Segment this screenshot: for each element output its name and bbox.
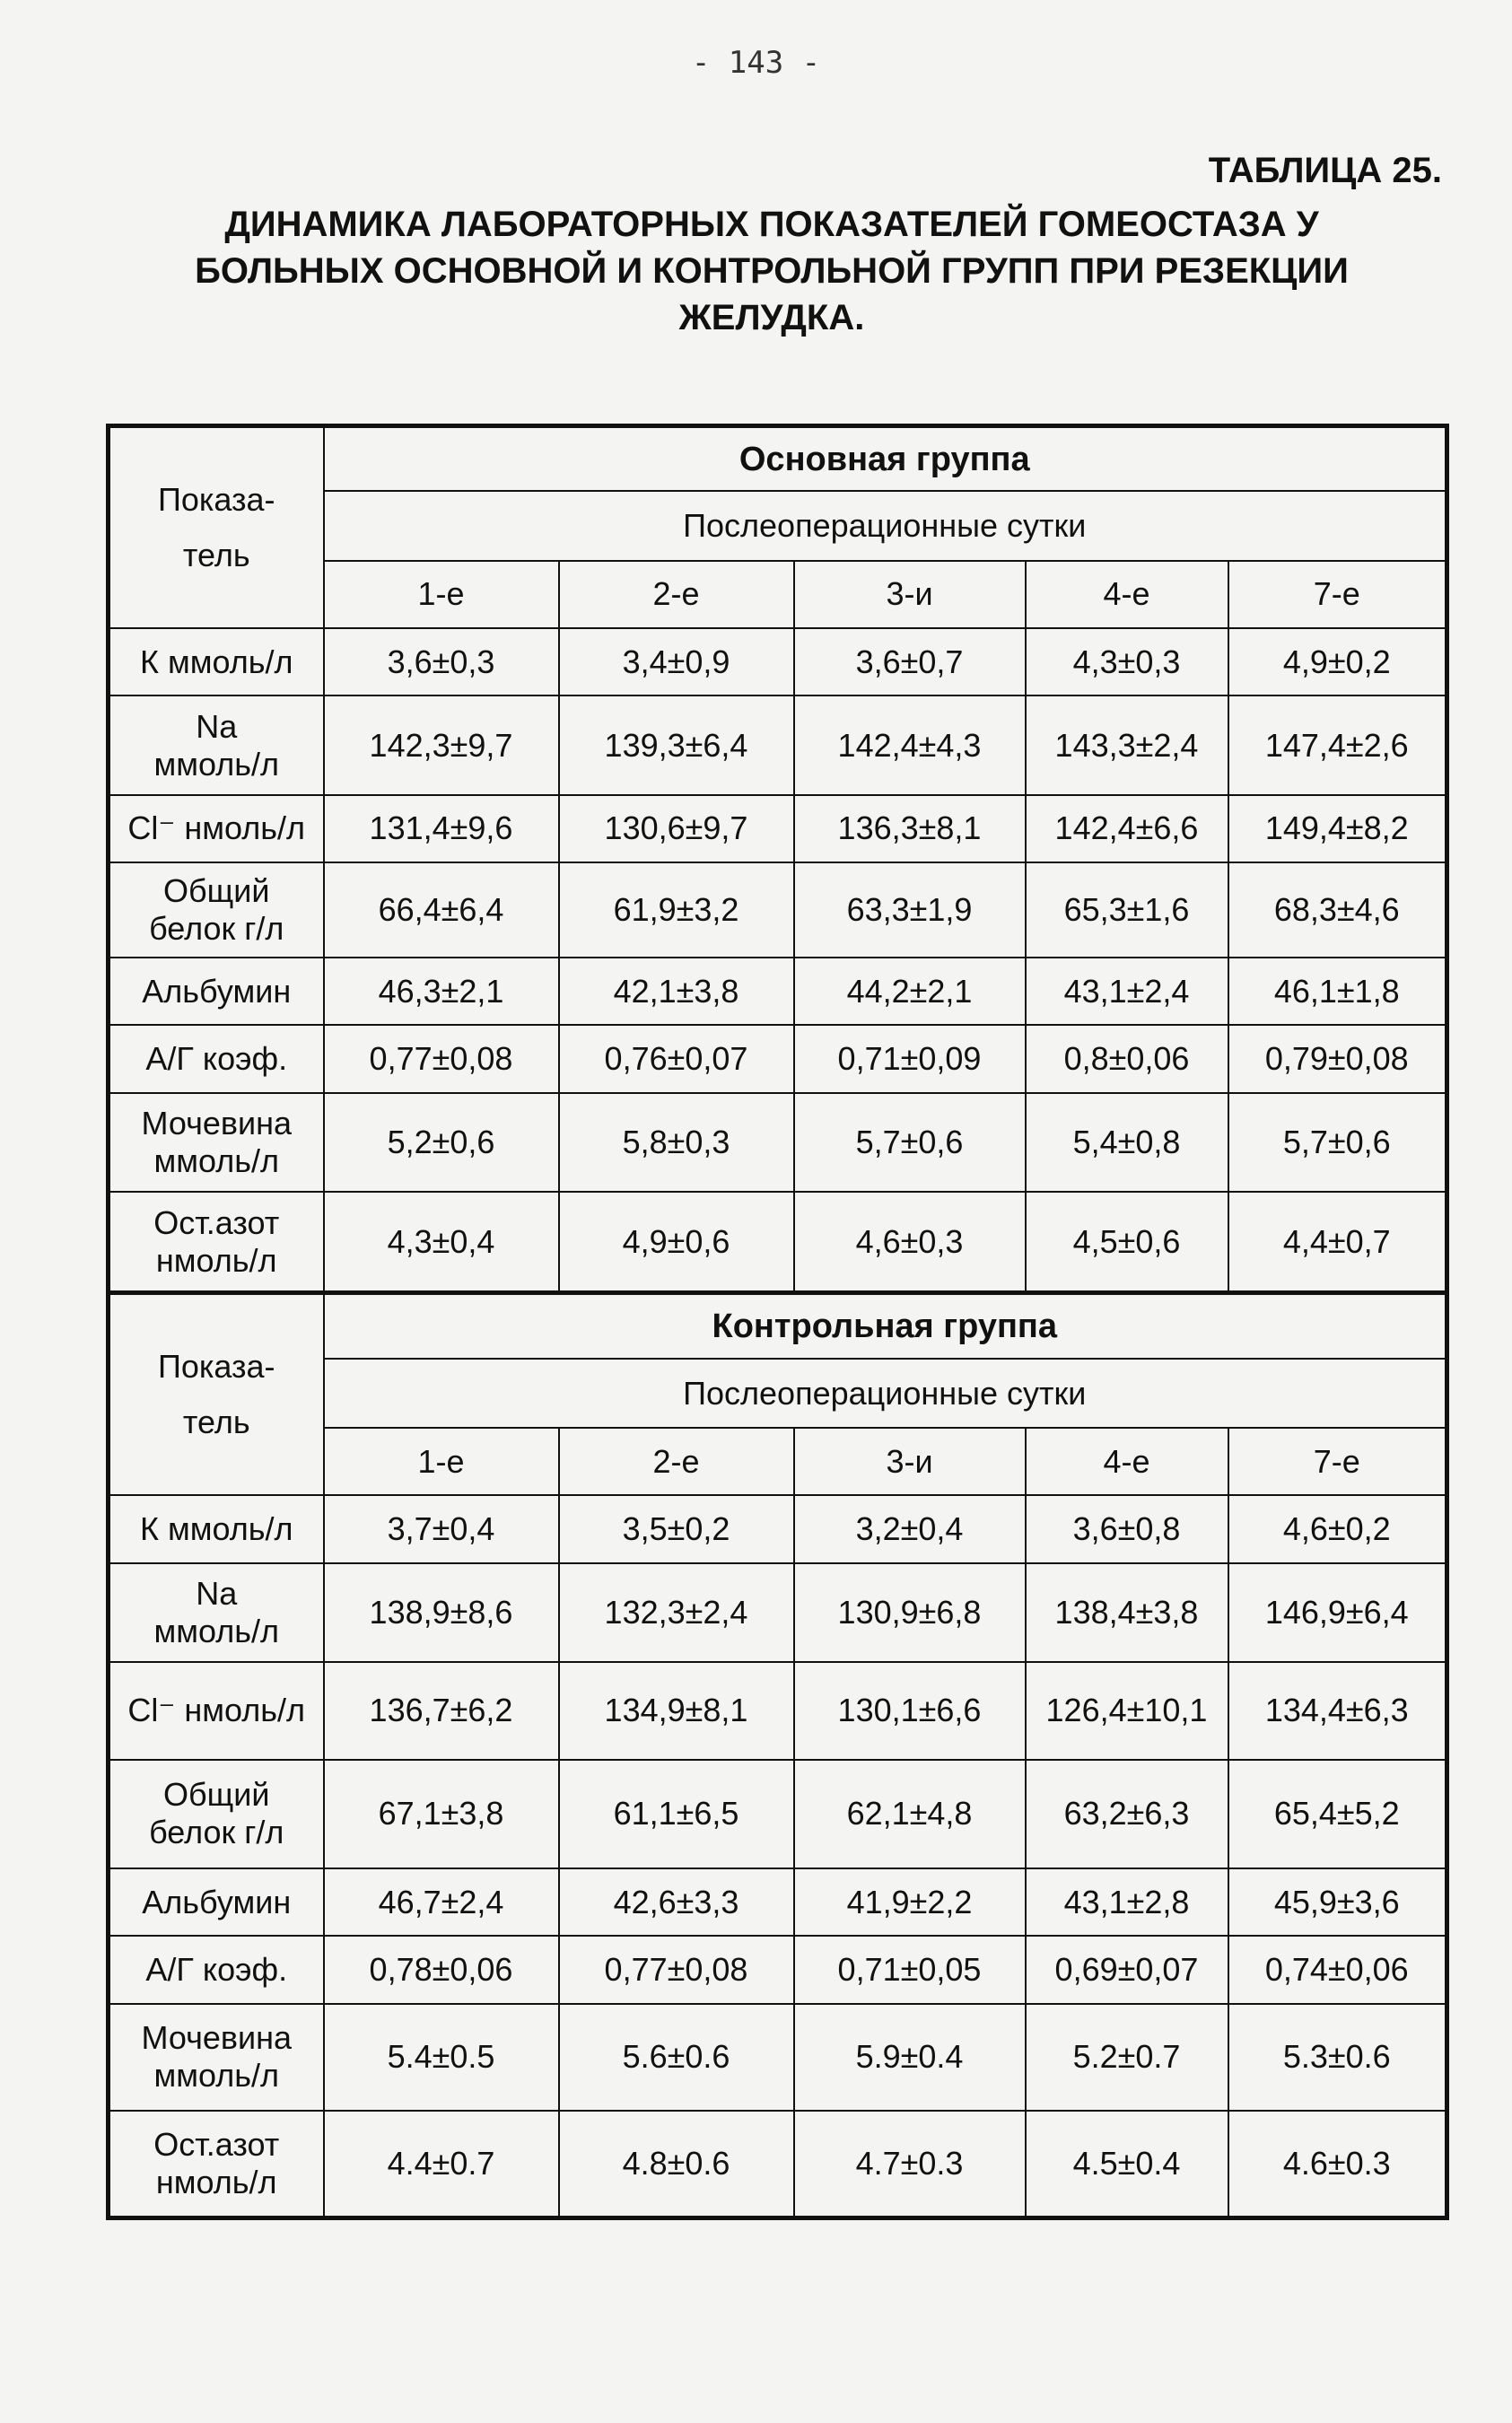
value-cell: 3,4±0,9 [559, 628, 794, 695]
table-row [109, 1192, 1447, 1293]
table-row [109, 1093, 1447, 1193]
value-cell: 130,1±6,6 [794, 1662, 1026, 1759]
value-cell: 0,77±0,08 [559, 1936, 794, 2003]
value-cell: 5.4±0.5 [324, 2004, 559, 2111]
group-title: Контрольная группа [324, 1293, 1447, 1359]
value-cell: 65,3±1,6 [1026, 862, 1228, 958]
day-column-header: 1-е [324, 561, 559, 628]
indicator-label-line: К ммоль/л [140, 1509, 293, 1547]
value-cell: 61,9±3,2 [559, 862, 794, 958]
indicator-label [109, 1563, 324, 1663]
value-cell: 5.3±0.6 [1228, 2004, 1447, 2111]
indicator-label-line: белок г/л [149, 910, 284, 948]
value-cell: 42,1±3,8 [559, 958, 794, 1025]
table-row [109, 1563, 1447, 1663]
day-column-header: 4-е [1026, 1428, 1228, 1495]
value-cell: 4.4±0.7 [324, 2111, 559, 2218]
indicator-label [109, 2004, 324, 2111]
value-cell: 138,9±8,6 [324, 1563, 559, 1663]
indicator-label-line: ммоль/л [153, 1142, 279, 1179]
value-cell: 134,4±6,3 [1228, 1662, 1447, 1759]
value-cell: 0,79±0,08 [1228, 1025, 1447, 1092]
indicator-label-line: Ост.азот [153, 1203, 280, 1241]
indicator-label-line: нмоль/л [155, 2163, 277, 2200]
indicator-label [109, 1192, 324, 1293]
group-header-row [109, 1293, 1447, 1359]
indicator-label [109, 1760, 324, 1869]
value-cell: 3,6±0,3 [324, 628, 559, 695]
table-row [109, 795, 1447, 862]
table-row [109, 1760, 1447, 1869]
indicator-label-line: ммоль/л [153, 1612, 279, 1649]
value-cell: 4,4±0,7 [1228, 1192, 1447, 1293]
value-cell: 4.8±0.6 [559, 2111, 794, 2218]
value-cell: 65,4±5,2 [1228, 1760, 1447, 1869]
indicator-label-line: ммоль/л [153, 2057, 279, 2095]
table-title-line: БОЛЬНЫХ ОСНОВНОЙ И КОНТРОЛЬНОЙ ГРУПП ПРИ РЕЗЕКЦИИ [195, 251, 1349, 291]
indicator-label-line: А/Г коэф. [145, 1950, 288, 1988]
value-cell: 4,3±0,3 [1026, 628, 1228, 695]
value-cell: 4,6±0,2 [1228, 1495, 1447, 1562]
value-cell: 138,4±3,8 [1026, 1563, 1228, 1663]
indicator-label [109, 1936, 324, 2003]
indicator-label [109, 1093, 324, 1193]
value-cell: 42,6±3,3 [559, 1868, 794, 1936]
indicator-label [109, 1495, 324, 1562]
table-row [109, 695, 1447, 795]
value-cell: 4,3±0,4 [324, 1192, 559, 1293]
value-cell: 143,3±2,4 [1026, 695, 1228, 795]
value-cell: 68,3±4,6 [1228, 862, 1447, 958]
day-column-header: 1-е [324, 1428, 559, 1495]
value-cell: 4,9±0,2 [1228, 628, 1447, 695]
value-cell: 3,6±0,7 [794, 628, 1026, 695]
value-cell: 67,1±3,8 [324, 1760, 559, 1869]
value-cell: 46,1±1,8 [1228, 958, 1447, 1025]
value-cell: 142,4±6,6 [1026, 795, 1228, 862]
value-cell: 139,3±6,4 [559, 695, 794, 795]
homeostasis-table [106, 424, 1449, 2220]
indicator-label [109, 695, 324, 795]
indicator-header-line: Показа- [157, 1348, 275, 1386]
indicator-label-line: Na [196, 707, 238, 745]
value-cell: 5,8±0,3 [559, 1093, 794, 1193]
table-number: ТАБЛИЦА 25. [1208, 151, 1442, 190]
value-cell: 5.6±0.6 [559, 2004, 794, 2111]
value-cell: 0,71±0,05 [794, 1936, 1026, 2003]
day-column-header: 7-е [1228, 561, 1447, 628]
value-cell: 0,69±0,07 [1026, 1936, 1228, 2003]
value-cell: 131,4±9,6 [324, 795, 559, 862]
indicator-header-line: Показа- [157, 481, 275, 519]
value-cell: 149,4±8,2 [1228, 795, 1447, 862]
value-cell: 43,1±2,8 [1026, 1868, 1228, 1936]
value-cell: 3,2±0,4 [794, 1495, 1026, 1562]
indicator-label-line: Na [196, 1574, 238, 1612]
value-cell: 5.9±0.4 [794, 2004, 1026, 2111]
group-subtitle: Послеоперационные сутки [324, 1359, 1447, 1428]
value-cell: 63,3±1,9 [794, 862, 1026, 958]
indicator-label-line: Мочевина [141, 2019, 293, 2057]
day-column-header: 7-е [1228, 1428, 1447, 1495]
indicator-label-line: Мочевина [141, 1104, 293, 1142]
indicator-label-line: Cl⁻ нмоль/л [127, 1692, 306, 1729]
value-cell: 0,8±0,06 [1026, 1025, 1228, 1092]
value-cell: 126,4±10,1 [1026, 1662, 1228, 1759]
indicator-label [109, 1662, 324, 1759]
indicator-label-line: белок г/л [149, 1814, 284, 1851]
value-cell: 142,3±9,7 [324, 695, 559, 795]
value-cell: 0,77±0,08 [324, 1025, 559, 1092]
day-column-header: 2-е [559, 1428, 794, 1495]
indicator-column-header [109, 426, 324, 629]
table-row [109, 1495, 1447, 1562]
value-cell: 130,6±9,7 [559, 795, 794, 862]
value-cell: 4,5±0,6 [1026, 1192, 1228, 1293]
table-row [109, 958, 1447, 1025]
indicator-label-line: Общий [163, 1776, 270, 1814]
value-cell: 134,9±8,1 [559, 1662, 794, 1759]
day-column-header: 4-е [1026, 561, 1228, 628]
value-cell: 61,1±6,5 [559, 1760, 794, 1869]
table-row [109, 1868, 1447, 1936]
value-cell: 5,7±0,6 [794, 1093, 1026, 1193]
indicator-label [109, 1025, 324, 1092]
value-cell: 147,4±2,6 [1228, 695, 1447, 795]
group-title: Основная группа [324, 426, 1447, 492]
value-cell: 66,4±6,4 [324, 862, 559, 958]
value-cell: 5,2±0,6 [324, 1093, 559, 1193]
value-cell: 3,6±0,8 [1026, 1495, 1228, 1562]
value-cell: 63,2±6,3 [1026, 1760, 1228, 1869]
table-row [109, 1025, 1447, 1092]
value-cell: 146,9±6,4 [1228, 1563, 1447, 1663]
indicator-label [109, 795, 324, 862]
indicator-label-line: нмоль/л [155, 1241, 277, 1279]
table-row [109, 1662, 1447, 1759]
indicator-column-header [109, 1293, 324, 1496]
indicator-label [109, 862, 324, 958]
value-cell: 4.5±0.4 [1026, 2111, 1228, 2218]
indicator-label [109, 1868, 324, 1936]
value-cell: 5,4±0,8 [1026, 1093, 1228, 1193]
value-cell: 0,76±0,07 [559, 1025, 794, 1092]
value-cell: 46,3±2,1 [324, 958, 559, 1025]
indicator-label [109, 2111, 324, 2218]
value-cell: 5,7±0,6 [1228, 1093, 1447, 1193]
value-cell: 4.7±0.3 [794, 2111, 1026, 2218]
indicator-label [109, 958, 324, 1025]
indicator-label-line: Cl⁻ нмоль/л [127, 809, 306, 847]
group-subtitle: Послеоперационные сутки [324, 491, 1447, 560]
value-cell: 3,7±0,4 [324, 1495, 559, 1562]
value-cell: 132,3±2,4 [559, 1563, 794, 1663]
value-cell: 136,3±8,1 [794, 795, 1026, 862]
page-number: - 143 - [691, 45, 821, 81]
group-header-row [109, 426, 1447, 492]
table-title-line: ДИНАМИКА ЛАБОРАТОРНЫХ ПОКАЗАТЕЛЕЙ ГОМЕОСТАЗА У [224, 205, 1319, 244]
value-cell: 0,74±0,06 [1228, 1936, 1447, 2003]
indicator-label-line: ммоль/л [153, 745, 279, 783]
table-row [109, 2111, 1447, 2218]
value-cell: 3,5±0,2 [559, 1495, 794, 1562]
indicator-label-line: К ммоль/л [140, 643, 293, 680]
table-row [109, 1936, 1447, 2003]
value-cell: 44,2±2,1 [794, 958, 1026, 1025]
day-column-header: 2-е [559, 561, 794, 628]
day-column-header: 3-и [794, 561, 1026, 628]
value-cell: 5.2±0.7 [1026, 2004, 1228, 2111]
value-cell: 130,9±6,8 [794, 1563, 1026, 1663]
indicator-header-line: тель [182, 1404, 250, 1441]
table-row [109, 862, 1447, 958]
value-cell: 0,71±0,09 [794, 1025, 1026, 1092]
table-title [135, 201, 1409, 341]
value-cell: 4,9±0,6 [559, 1192, 794, 1293]
value-cell: 46,7±2,4 [324, 1868, 559, 1936]
day-column-header: 3-и [794, 1428, 1026, 1495]
value-cell: 4.6±0.3 [1228, 2111, 1447, 2218]
value-cell: 136,7±6,2 [324, 1662, 559, 1759]
table-row [109, 2004, 1447, 2111]
value-cell: 45,9±3,6 [1228, 1868, 1447, 1936]
indicator-label-line: А/Г коэф. [145, 1039, 288, 1077]
indicator-label-line: Альбумин [142, 1883, 292, 1920]
indicator-label-line: Общий [163, 872, 270, 910]
indicator-label-line: Альбумин [142, 972, 292, 1010]
indicator-header-line: тель [182, 537, 250, 574]
value-cell: 41,9±2,2 [794, 1868, 1026, 1936]
indicator-label [109, 628, 324, 695]
value-cell: 0,78±0,06 [324, 1936, 559, 2003]
table-title-line: ЖЕЛУДКА. [678, 298, 865, 337]
value-cell: 62,1±4,8 [794, 1760, 1026, 1869]
value-cell: 4,6±0,3 [794, 1192, 1026, 1293]
table-row [109, 628, 1447, 695]
value-cell: 142,4±4,3 [794, 695, 1026, 795]
indicator-label-line: Ост.азот [153, 2125, 280, 2163]
value-cell: 43,1±2,4 [1026, 958, 1228, 1025]
